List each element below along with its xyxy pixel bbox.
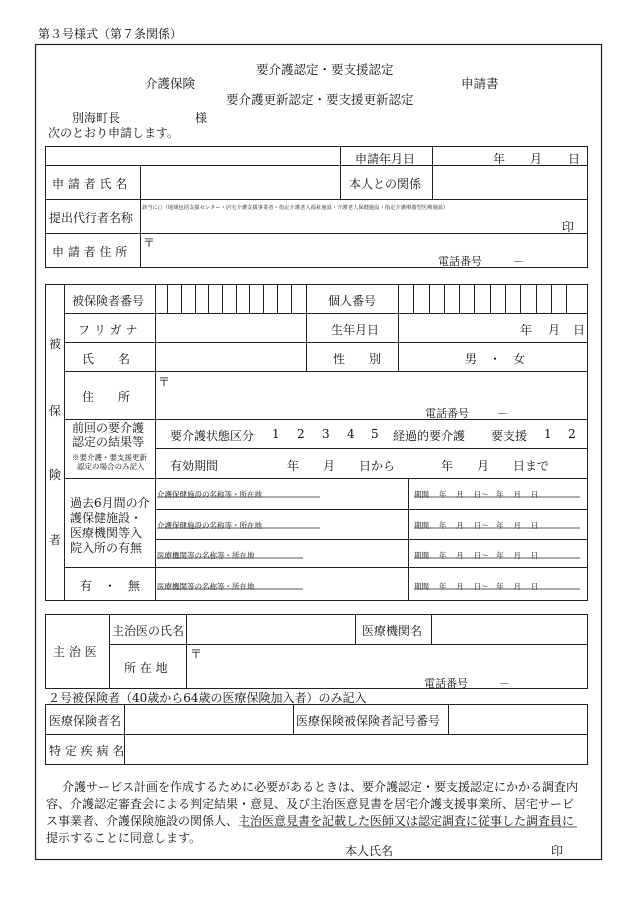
- support-level-1[interactable]: 1: [544, 427, 552, 441]
- application-date-label: 申請年月日: [355, 152, 416, 166]
- validity-from[interactable]: 年 月 日から: [287, 459, 396, 473]
- previous-result-note-1: ※要介護・要支援更新: [72, 453, 147, 462]
- care-level-label: 要介護状態区分: [170, 429, 255, 443]
- signature-seal: 印: [551, 844, 564, 858]
- care-level-4[interactable]: 4: [347, 427, 355, 441]
- applicant-address-label: 申 請 者 住 所: [52, 245, 128, 259]
- validity-label: 有効期間: [170, 459, 219, 473]
- consent-line-2: 容、介護認定審査会による判定結果・意見、及び主治医意見書を居宅介護支援事業所、居宅サービ: [46, 797, 575, 811]
- birth-year[interactable]: 年: [520, 323, 533, 337]
- insured-side-label-1: 被: [49, 337, 62, 351]
- transitional-care-label[interactable]: 経過的要介護: [393, 429, 466, 443]
- relation-field[interactable]: [434, 166, 586, 199]
- facility-row-1-period[interactable]: 期間 年 月 日～ 年 月 日: [414, 490, 539, 499]
- birth-date-label: 生年月日: [331, 323, 380, 337]
- applicant-name-field[interactable]: [142, 166, 339, 199]
- application-date-day[interactable]: 日: [568, 152, 581, 166]
- application-date-month[interactable]: 月: [530, 152, 543, 166]
- agent-note: 該当に○（地域包括支援センター・居宅介護支援事業者・指定介護老人福祉施設・介護老人保健施設・指定介護療養型医療施設）: [142, 205, 449, 211]
- applicant-phone-dash: －: [513, 255, 524, 268]
- form-number: 第３号様式（第７条関係）: [38, 27, 183, 41]
- insured-side-label-4: 者: [49, 533, 62, 547]
- consent-line-1: 介護サービス計画を作成するために必要があるときは、要介護認定・要支援認定にかかる調査内: [62, 780, 579, 794]
- facility-row-2-label[interactable]: 介護保健施設の名称等・所在地: [157, 521, 262, 530]
- history-presence-options[interactable]: 有 ・ 無: [80, 579, 141, 593]
- doctor-location-label: 所 在 地: [124, 661, 168, 675]
- insured-side-label-2: 保: [49, 404, 62, 418]
- insured-address-label: 住 所: [82, 390, 131, 404]
- applicant-phone-label: 電話番号: [438, 255, 482, 268]
- facility-row-3-label[interactable]: 医療機関等の名称等・所在地: [157, 551, 255, 560]
- disease-label: 特 定 疾 病 名: [49, 744, 125, 758]
- care-level-3[interactable]: 3: [322, 427, 330, 441]
- title-top: 要介護認定・要支援認定: [256, 62, 394, 77]
- insured-phone-label: 電話番号: [425, 407, 469, 420]
- agent-seal: 印: [562, 220, 575, 234]
- consent-line-3-b: 主治医意見書を記載した医師又は認定調査に従事した調査員: [238, 814, 563, 828]
- title-bottom: 要介護更新認定・要支援更新認定: [226, 92, 414, 107]
- institution-label: 医療機関名: [362, 624, 423, 638]
- signature-label: 本人氏名: [345, 844, 394, 858]
- doctor-phone-dash: －: [499, 677, 510, 690]
- lead-text: 次のとおり申請します。: [48, 126, 180, 140]
- facility-row-3-period[interactable]: 期間 年 月 日～ 年 月 日: [414, 551, 539, 560]
- validity-to[interactable]: 年 月 日まで: [441, 459, 550, 473]
- care-level-5[interactable]: 5: [371, 427, 379, 441]
- previous-result-label-1: 前回の要介護: [72, 421, 145, 435]
- consent-line-3: [46, 812, 574, 829]
- facility-row-1-label[interactable]: 介護保健施設の名称等・所在地: [157, 490, 262, 499]
- birth-month[interactable]: 月: [548, 323, 561, 337]
- doctor-side-label: 主 治 医: [53, 645, 97, 659]
- consent-line-3-c: に: [562, 814, 575, 828]
- facility-row-2-period[interactable]: 期間 年 月 日～ 年 月 日: [414, 521, 539, 530]
- title-left: 介護保険: [145, 76, 196, 91]
- gender-options[interactable]: 男 ・ 女: [465, 352, 526, 366]
- insured-name-label: 氏 名: [82, 352, 131, 366]
- gender-label: 性 別: [333, 352, 382, 366]
- addressee: 別海町長: [72, 111, 121, 125]
- consent-line-3-a: ス事業者、介護保険施設の関係人、: [46, 814, 239, 828]
- honorific: 様: [195, 111, 208, 125]
- insurer-name-label: 医療保険者名: [49, 714, 122, 728]
- facility-row-4-period[interactable]: 期間 年 月 日～ 年 月 日: [414, 582, 539, 591]
- personal-number-label: 個人番号: [328, 294, 377, 308]
- history-label-1: 過去6月間の介: [70, 496, 150, 510]
- care-level-2[interactable]: 2: [297, 427, 305, 441]
- furigana-label: フ リ ガ ナ: [78, 323, 138, 337]
- support-level-2[interactable]: 2: [568, 427, 576, 441]
- type2-heading: ２号被保険者（40歳から64歳の医療保険加入者）のみ記入: [48, 691, 367, 705]
- insurer-number-label: 医療保険被保険者記号番号: [296, 714, 441, 728]
- relation-label: 本人との関係: [349, 177, 422, 191]
- history-label-3: 医療機関等入: [70, 526, 143, 540]
- title-right: 申請書: [461, 76, 499, 91]
- history-label-2: 護保健施設・: [70, 511, 143, 525]
- doctor-name-label: 主治医の氏名: [112, 624, 185, 638]
- applicant-name-label: 申 請 者 氏 名: [52, 177, 128, 191]
- doctor-phone-label: 電話番号: [424, 677, 468, 690]
- insured-postal-mark: 〒: [158, 375, 171, 389]
- agent-label: 提出代行者名称: [49, 211, 134, 225]
- history-label-4: 院入所の有無: [70, 541, 143, 555]
- insured-side-label-3: 険: [49, 468, 62, 482]
- previous-result-note-2: 認定の場合のみ記入: [77, 462, 145, 471]
- application-date-year[interactable]: 年: [493, 152, 506, 166]
- insured-number-label: 被保険者番号: [72, 294, 145, 308]
- previous-result-label-2: 認定の結果等: [72, 435, 145, 449]
- consent-line-4: 提示することに同意します。: [46, 831, 202, 845]
- insured-phone-dash: －: [497, 407, 508, 420]
- support-label: 要支援: [491, 429, 528, 443]
- care-level-1[interactable]: 1: [272, 427, 280, 441]
- facility-row-4-label[interactable]: 医療機関等の名称等・所在地: [157, 582, 255, 591]
- birth-day[interactable]: 日: [573, 323, 586, 337]
- doctor-postal-mark: 〒: [190, 647, 203, 661]
- applicant-postal-mark: 〒: [143, 236, 156, 250]
